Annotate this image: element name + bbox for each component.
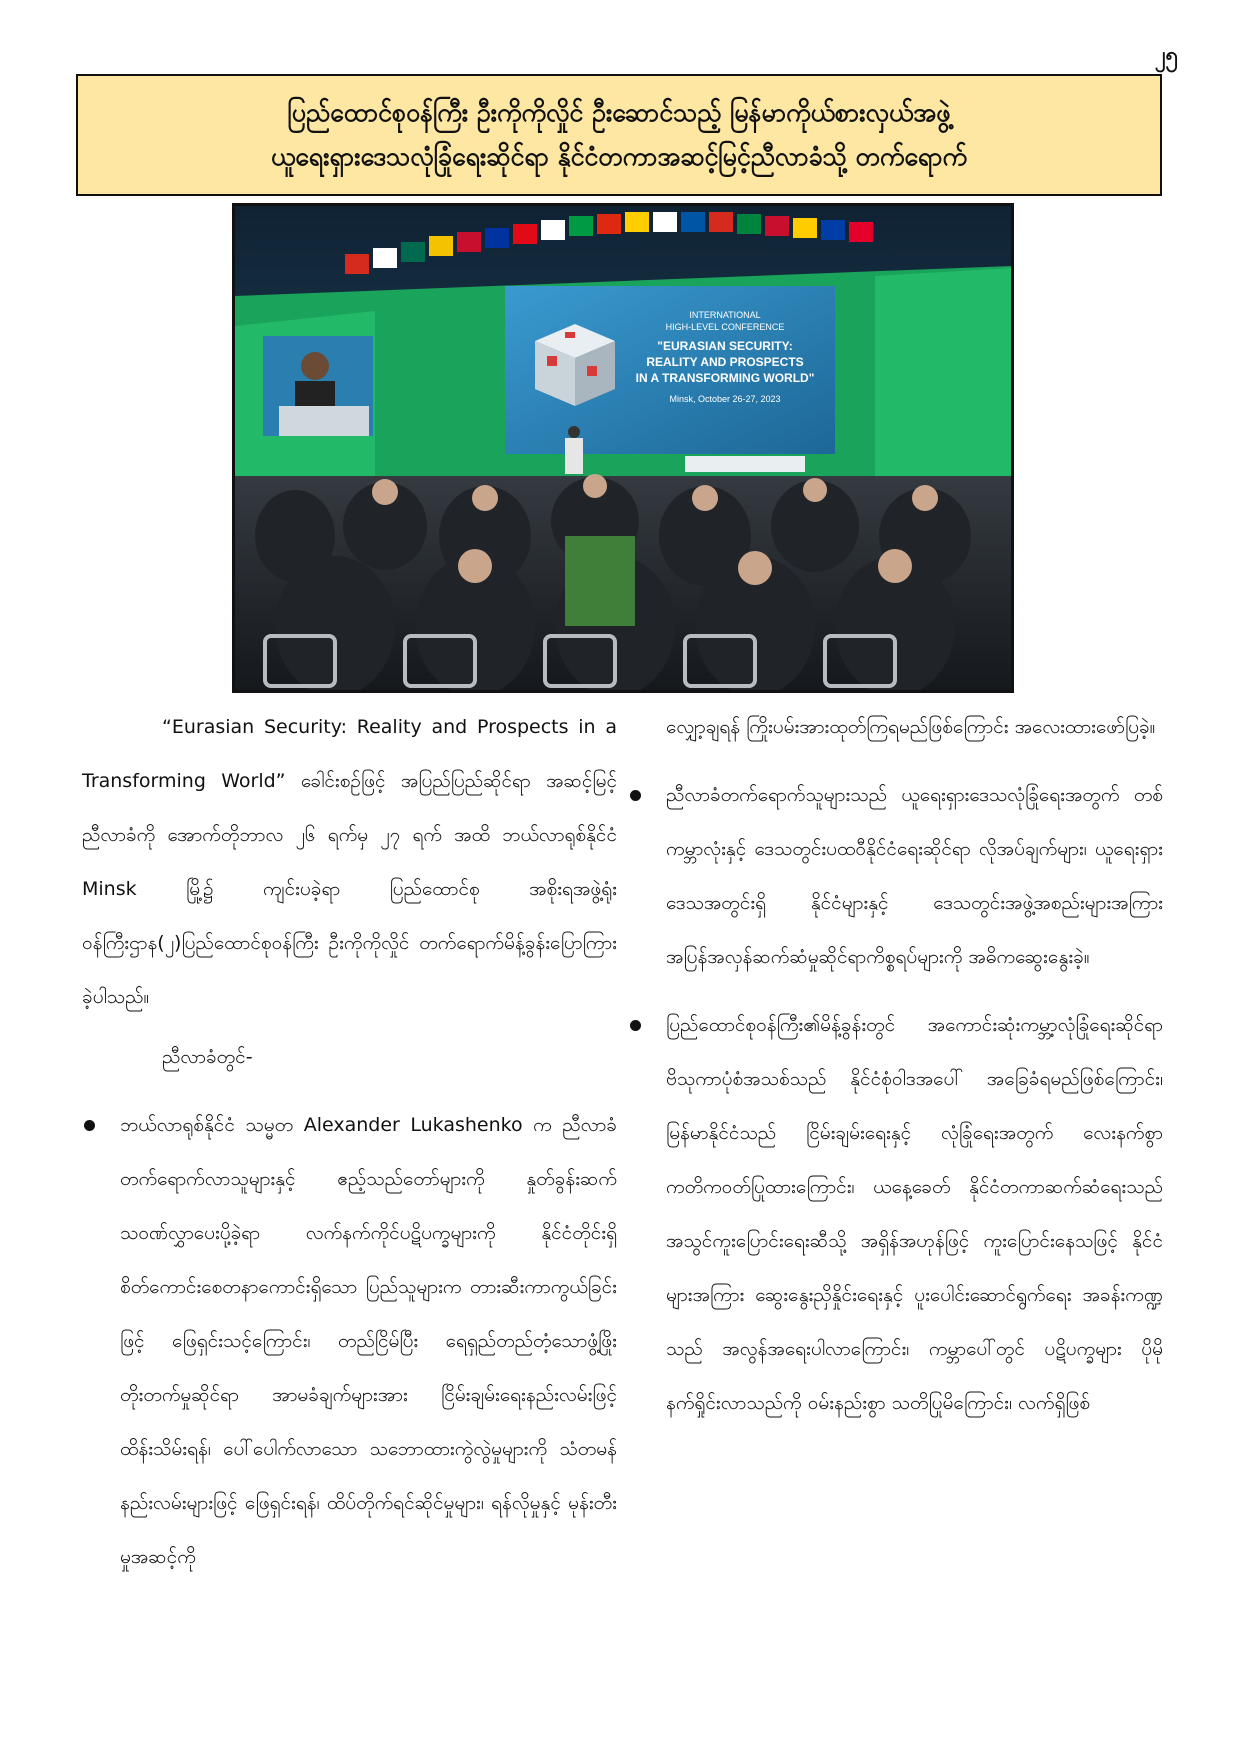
headline-line-1: ပြည်ထောင်စုဝန်ကြီး ဦးကိုကိုလှိုင် ဦးဆောင်သည့် မြန်မာကိုယ်စားလှယ်အဖွဲ့ — [287, 98, 951, 127]
section-subhead: ညီလာခံတွင်- — [162, 1046, 253, 1068]
headline-line-2: ယူရေးရှားဒေသလုံခြုံရေးဆိုင်ရာ နိုင်ငံတကာအဆင့်မြင့်ညီလာခံသို့ တက်ရောက် — [270, 142, 968, 171]
screen-line-3: "EURASIAN SECURITY: — [657, 339, 793, 353]
screen-line-6: Minsk, October 26-27, 2023 — [669, 394, 781, 404]
bullet-item — [628, 768, 1163, 984]
bullet-item — [628, 998, 1163, 1430]
bullet-dot-icon — [630, 1020, 641, 1031]
bullet-text: ဘယ်လာရုစ်နိုင်ငံ သမ္မတ Alexander Lukashenko က ညီလာခံတက်ရောက်လာသူများနှင့် ဧည့်သည်တော်များကို နှုတ်ခွန်းဆက်သဝဏ်လွှာပေးပို့ခဲ့ရာ လက်နက်ကိုင်ပဋိပက္ခများကို နိုင်ငံတိုင်းရှိ စိတ်ကောင်းစေတနာကောင်းရှိသော ပြည်သူများက တားဆီးကာကွယ်ခြင်းဖြင့် ဖြေရှင်းသင့်ကြောင်း၊ တည်ငြိမ်ပြီး ရေရှည်တည်တံ့သောဖွံ့ဖြိုးတိုးတက်မှုဆိုင်ရာ အာမခံချက်များအား ငြိမ်းချမ်းရေးနည်းလမ်းဖြင့် ထိန်းသိမ်းရန်၊ ပေါ်ပေါက်လာသော သဘောထားကွဲလွဲမှုများကို သံတမန်နည်းလမ်းများဖြင့် ဖြေရှင်းရန်၊ ထိပ်တိုက်ရင်ဆိုင်မှုများ၊ ရန်လိုမှုနှင့် မုန်းတီးမှုအဆင့်ကို — [120, 1114, 617, 1568]
screen-line-2: HIGH-LEVEL CONFERENCE — [665, 322, 785, 332]
screen-line-4: REALITY AND PROSPECTS — [646, 355, 804, 369]
conference-logo — [535, 324, 615, 406]
bullet-text: ညီလာခံတက်ရောက်သူများသည် ယူရေးရှားဒေသလုံခြုံရေးအတွက် တစ်ကမ္ဘာလုံးနှင့် ဒေသတွင်းပထဝီနိုင်ငံရေးဆိုင်ရာ လိုအပ်ချက်များ၊ ယူရေးရှားဒေသအတွင်းရှိ နိုင်ငံများနှင့် ဒေသတွင်းအဖွဲ့အစည်းများအကြား အပြန်အလှန်ဆက်ဆံမှုဆိုင်ရာကိစ္စရပ်များကို အဓိကဆွေးနွေးခဲ့။ — [666, 784, 1163, 968]
conference-photo — [232, 203, 1014, 693]
intro-paragraph: “Eurasian Security: Reality and Prospects in a Transforming World” ခေါင်းစဉ်ဖြင့် အပြည်ပြည်ဆိုင်ရာ အဆင့်မြင့်ညီလာခံကို အောက်တိုဘာလ ၂၆ ရက်မှ ၂၇ ရက် အထိ ဘယ်လာရုစ်နိုင်ငံ Minsk မြို့၌ ကျင်းပခဲ့ရာ ပြည်ထောင်စု အစိုးရအဖွဲ့ရုံးဝန်ကြီးဌာန(၂)ပြည်ထောင်စုဝန်ကြီး ဦးကိုကိုလှိုင် တက်ရောက်မိန့်ခွန်းပြောကြားခဲ့ပါသည်။ — [82, 716, 617, 1008]
right-column — [628, 700, 1163, 1700]
page-number: ၂၅ — [1154, 43, 1178, 68]
bullet-item — [82, 1098, 617, 1584]
bullet-dot-icon — [84, 1120, 95, 1131]
left-column — [82, 700, 617, 1700]
headline-box — [76, 74, 1162, 196]
screen-line-5: IN A TRANSFORMING WORLD" — [635, 371, 815, 385]
bullet-text: ပြည်ထောင်စုဝန်ကြီး၏မိန့်ခွန်းတွင် အကောင်းဆုံးကမ္ဘာ့လုံခြုံရေးဆိုင်ရာ ဗိသုကာပုံစံအသစ်သည် နိုင်ငံစုံဝါဒအပေါ် အခြေခံရမည်ဖြစ်ကြောင်း၊ မြန်မာနိုင်ငံသည် ငြိမ်းချမ်းရေးနှင့် လုံခြုံရေးအတွက် လေးနက်စွာ ကတိကဝတ်ပြုထားကြောင်း၊ ယနေ့ခေတ် နိုင်ငံတကာဆက်ဆံရေးသည် အသွင်ကူးပြောင်းရေးဆီသို့ အရှိန်အဟုန်ဖြင့် ကူးပြောင်းနေသဖြင့် နိုင်ငံများအကြား ဆွေးနွေးညှိနှိုင်းရေးနှင့် ပူးပေါင်းဆောင်ရွက်ရေး အခန်းကဏ္ဍသည် အလွန်အရေးပါလာကြောင်း၊ ကမ္ဘာပေါ်တွင် ပဋိပက္ခများ ပိုမိုနက်ရှိုင်းလာသည်ကို ဝမ်းနည်းစွာ သတိပြုမိကြောင်း၊ လက်ရှိဖြစ် — [666, 1014, 1163, 1414]
screen-line-1: INTERNATIONAL — [689, 310, 761, 320]
continuation-paragraph: လျှော့ချရန် ကြိုးပမ်းအားထုတ်ကြရမည်ဖြစ်ကြောင်း အလေးထားဖော်ပြခဲ့။ — [666, 716, 1156, 738]
bullet-dot-icon — [630, 790, 641, 801]
